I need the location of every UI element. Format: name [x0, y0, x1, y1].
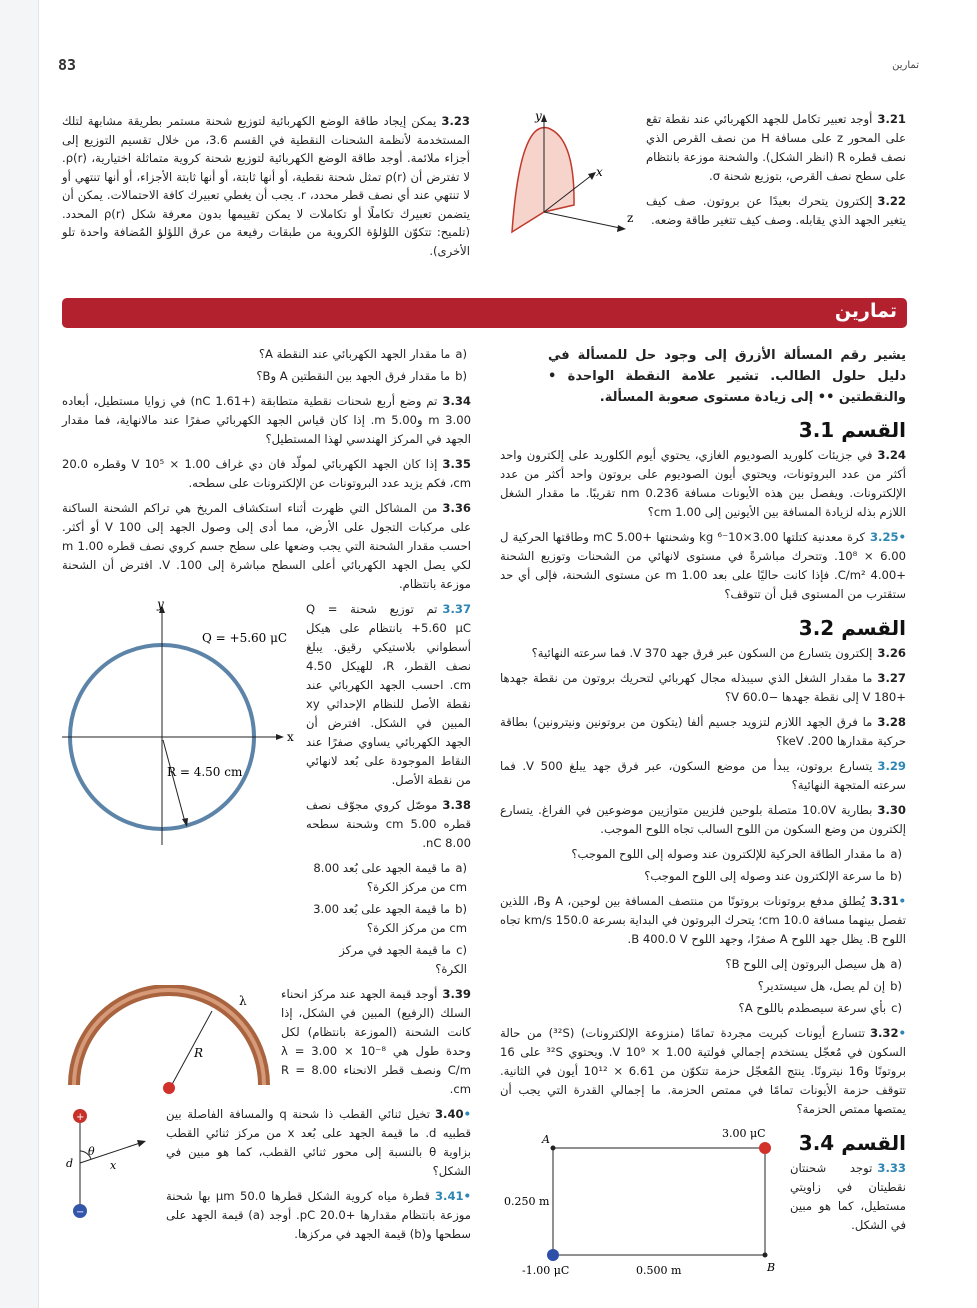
height-label: 0.250 m [504, 1195, 550, 1208]
problem-3-28 [500, 713, 906, 751]
problem-number: 3.21 [877, 112, 906, 126]
radius-line [163, 740, 185, 822]
dipole-text [162, 1105, 471, 1250]
ring-figure [62, 600, 302, 850]
problem-text: يمكن إيجاد طاقة الوضع الكهربائية لتوزيع شحنة مستمر بطريقة مشابهة لتلك المستخدمة لأنظمة الشحنات النقطية في القسم 3.6، من خلال تقسيم التوزيع إلى أجزاء ملائمة. أوجد طاقة الوضع الكهربائية لتوزيع شحنة كروية متماثلة اختيارية، ρ(r). لا تفترض أن ρ(r) تمثل شحنة نقطية، أو أنها ثابتة، أو أنها ثابتة الأجزاء، أو أنها تنتهي أو لا تنتهي عند أي نصف قطر محدد، r. يجب أن يغطي تعبيرك كافة الاحتمالات. يمكن أن يتضمن تعبيرك تكاملًا أو تكاملات لا يمكن تقييمها بدون معرفة شكل ρ(r) المحدد. (تلميح: تتكوّن اللؤلؤة الكروية من طبقات رفيعة من عرق اللؤلؤ المُضافة واحدة تلو الأخرى). [62, 114, 470, 258]
problem-number: 3.30 [877, 803, 906, 817]
problem-text: في جزيئات كلوريد الصوديوم الغازي، يحتوي أيوم الكلوريد على إلكترون واحد أكثر من عدد البروتونات، ويحتوي أيون الصوديوم على بروتون واحد أكثر من عدد الإلكترونات. ويفصل بين هذه الأيونات مسافة 0.236 nm تقريبًا. ما مقدار الشغل اللازم بذله لزيادة المسافة بين الأيونين إلى 1.00 cm؟ [500, 448, 907, 519]
point-a [551, 1146, 556, 1151]
subpart-c [306, 941, 471, 979]
problem-text: تتسارع أيونات كبريت مجردة تمامًا (منزوعة الإلكترونات) (³²S) من حالة السكون في مُعجّل يستخدم إجمالي فولتية 1.00 × 10⁹ V. ويحتوي ³²S على 16 بروتونًا و16 نيترونًا. ينتج المُعجّل حزمة تتكوّن من 6.61 × 10¹² أيون في الثانية. تتوقف حزمة الأيونات تمامًا في ممتص الحزمة. ما إجمالي القدرة التي يجب أن يمتصها ممتص الحزمة؟ [500, 1026, 906, 1116]
charge-bottom-label: -1.00 μC [522, 1264, 570, 1277]
dipole-row [62, 1105, 471, 1250]
problem-3-29 [500, 757, 906, 795]
subpart-b [306, 900, 471, 938]
difficulty-dot: • [898, 894, 906, 908]
plus-sign: + [76, 1112, 85, 1123]
problem-number: 3.41 [434, 1189, 464, 1203]
problem-3-41 [166, 1187, 471, 1244]
problem-number: 3.29 [877, 759, 906, 773]
subpart-label: b) [890, 869, 902, 883]
subpart-text: ما قيمة الجهد في مركز الكرة؟ [339, 943, 467, 976]
dipole-figure [62, 1105, 162, 1220]
problem-number: 3.27 [877, 671, 906, 685]
subpart-text: إن لم يصل، هل سيستدير؟ [757, 979, 886, 993]
problem-3-31 [500, 892, 906, 949]
z-label: z [627, 211, 634, 225]
page-number: 83 [58, 56, 77, 74]
problem-number: 3.28 [877, 715, 906, 729]
problem-text: أوجد تعبير تكامل للجهد الكهربائي عند نقطة تقع على المحور z على مسافة H من نصف القرص الذي نصف قطره R (انظر الشكل). والشحنة موزعة بانتظام على سطح نصف القرص، بتوزيع شحنة σ. [646, 112, 906, 183]
problem-3-36 [62, 499, 471, 594]
subpart-text: ما سرعة الإلكترون عند وصوله إلى اللوح الموجب؟ [644, 869, 886, 883]
label-b: B [767, 1261, 776, 1274]
subpart-b [62, 367, 471, 386]
problem-text: تخيل ثنائي القطب ذا شحنة q والمسافة الفاصلة بين قطبيه d. ما قيمة الجهد على بُعد x من مركز ثنائي القطب بزاوية θ بالنسبة إلى محور ثنائي القطب، كما هو مبين في الشكل؟ [166, 1107, 472, 1178]
z-axis [544, 212, 620, 228]
problem-3-35 [62, 455, 471, 493]
subpart-a [500, 955, 906, 974]
problem-text: إلكترون يتحرك بعيدًا عن بروتون. صف كيف يتغير الجهد الذي يقابله. وصف كيف تتغير طاقة وضعه. [646, 194, 906, 227]
subpart-label: a) [455, 861, 467, 875]
problem-number: 3.25 [869, 530, 899, 544]
negative-charge [547, 1249, 559, 1261]
radius-line [169, 1011, 212, 1090]
subpart-label: b) [455, 369, 467, 383]
charge-top-label: 3.00 μC [722, 1127, 766, 1140]
subpart-c [500, 999, 906, 1018]
subpart-a [500, 845, 906, 864]
problem-3-33 [790, 1159, 906, 1235]
problem-number: 3.35 [442, 457, 471, 471]
left-column [62, 345, 471, 1250]
positive-charge [759, 1142, 771, 1154]
problem-number: 3.40 [434, 1107, 464, 1121]
subpart-label: c) [891, 1001, 902, 1015]
running-title: تمارين [892, 60, 919, 71]
x-arrow [137, 1140, 146, 1147]
subpart-text: ما مقدار الطاقة الحركية للإلكترون عند وصوله إلى اللوح الموجب؟ [571, 847, 886, 861]
problem-text: كرة معدنية كتلتها 3.00×10⁻⁶ kg وشحنتها +5.00 mC وطاقتها الحركية ل 6.00 × 10⁸. وتتحرك مباشرةً في مستوى لانهائي من الشحنات وتوزيع الشحنة +4.00 C/m². فإذا كانت حاليًا على بعد 1.00 m عن مستوى الشحنة، فإلى أي حد ستقترب من المستوى قبل أن تتوقف؟ [500, 530, 907, 601]
subpart-text: هل سيصل البروتون إلى اللوح B؟ [725, 957, 886, 971]
section-heading: القسم 3.1 [798, 418, 906, 442]
subpart-a [306, 859, 471, 897]
problem-text: موصّل كروي مجوّف نصف قطره 5.00 cm وشحنة سطحه 8.00 nC. [306, 798, 471, 850]
subpart-text: ما مقدار فرق الجهد بين النقطتين A وB؟ [256, 369, 451, 383]
y-label: y [157, 600, 164, 611]
subpart-label: b) [455, 902, 467, 916]
minus-sign: − [76, 1207, 85, 1218]
problem-text: يتسارع بروتون، يبدأ من موضع السكون، عبر فرق جهد يبلغ 500 V. فما سرعته المتجهة النهائية؟ [500, 759, 906, 792]
banner-title: تمارين [834, 300, 897, 322]
y-label: y [535, 110, 542, 123]
problem-number: 3.24 [877, 448, 906, 462]
intro-note: يشير رقم المسألة الأزرق إلى وجود حل للمسألة في دليل حلول الطالب. تشير علامة النقطة الواحدة • والنقطتين •• إلى زيادة مستوى صعوبة المسألة. [548, 348, 906, 405]
x-arrow [588, 172, 596, 180]
difficulty-dot: • [898, 1026, 906, 1040]
problem-number: 3.38 [442, 798, 471, 812]
subpart-text: ما مقدار الجهد الكهربائي عند النقطة A؟ [258, 347, 451, 361]
radius-label: R = 4.50 cm [167, 765, 243, 779]
subpart-text: بأي سرعة سيصطدم باللوح A؟ [738, 1001, 887, 1015]
subpart-b [500, 977, 906, 996]
problem-3-30 [500, 801, 906, 839]
label-a: A [542, 1133, 550, 1146]
problem-3-25 [500, 528, 906, 604]
lambda-label: λ [239, 994, 247, 1008]
problem-number: 3.31 [869, 894, 899, 908]
problem-number: 3.37 [442, 602, 472, 616]
rectangle [553, 1148, 765, 1255]
x-arrow [276, 734, 284, 740]
x-label: x [287, 730, 294, 744]
section-heading: القسم 3.2 [798, 616, 906, 640]
section-3-4-text [782, 1125, 906, 1241]
problem-number: 3.36 [442, 501, 471, 515]
problem-text: يُطلق مدفع بروتونات بروتونًا من منتصف المسافة بين لوحين، A وB، اللذين تفصل بينهما مسافة 10.0 cm؛ يتحرك البروتون في البداية بسرعة 150.0 km/s تجاه اللوح B. يظل جهد اللوح A صفرًا، وجهد اللوح B 400.0 V. [500, 894, 907, 946]
subpart-b [500, 867, 906, 886]
page-gutter [0, 0, 39, 1308]
problem-3-22 [646, 192, 906, 230]
difficulty-dot: • [463, 1189, 472, 1203]
problem-number: 3.26 [877, 646, 906, 660]
section-heading: القسم 3.4 [798, 1131, 906, 1155]
difficulty-dot: • [898, 530, 907, 544]
top-right-text [638, 110, 906, 236]
problem-text: قطرة مياه كروية الشكل قطرها 50.0 μm بها شحنة موزعة بانتظام مقدارها +20.0 pC. أوجد (a) قيمة الجهد على سطحها و(b) قيمة الجهد في مركزها. [166, 1189, 471, 1241]
problem-text: من المشاكل التي ظهرت أثناء استكشاف المريخ هي تراكم الشحنة الساكنة على مركبات التجول على الأرض، مما أدى إلى وصول الجهد إلى 100 V أو أكثر. احسب مقدار الشحنة التي يجب وضعها على سطح جسم كروي نصف قطره 1.00 m لكي يصل الجهد الكهربائي أعلى السطح مباشرة إلى 100. V. افترض أن الشحنة موزعة بانتظام. [62, 501, 472, 591]
problem-3-27 [500, 669, 906, 707]
problem-3-26 [500, 644, 906, 663]
center-point [163, 1082, 175, 1094]
difficulty-dot: • [463, 1107, 471, 1121]
arc-row [62, 985, 471, 1105]
problem-3-39 [281, 985, 471, 1099]
arc-text [277, 985, 471, 1105]
problem-text: ما فرق الجهد اللازم لتزويد جسيم ألفا (يتكون من بروتونين ونيترونين) بطاقة حركية مقدارها 200. keV؟ [500, 715, 906, 748]
y-arrow [541, 114, 547, 122]
subpart-label: a) [890, 957, 902, 971]
section-3-4-row [500, 1125, 906, 1280]
problem-number: 3.34 [442, 394, 471, 408]
rectangle-charges-figure [500, 1125, 782, 1280]
wire-highlight [74, 990, 264, 1085]
width-label: 0.500 m [636, 1264, 682, 1277]
problem-text: إذا كان الجهد الكهربائي لمولّد فان دي غراف 1.00 × 10⁵ V وقطره 20.0 cm، فكم يزيد عدد البروتونات عن الإلكترونات على سطحه. [62, 457, 471, 490]
subpart-a [62, 345, 471, 364]
problem-3-21 [646, 110, 906, 186]
subpart-text: ما قيمة الجهد على بُعد 3.00 cm من مركز الكرة؟ [313, 902, 467, 935]
problem-text: تم توزيع شحنة Q = +5.60 μC بانتظام على هيكل أسطواني بلاستيكي رقيق. يبلغ نصف القطر، R، للهيكل 4.50 cm. احسب الجهد الكهربائي عند نقطة الأصل للنظام الإحداثي xy المبين في الشكل. افترض أن الجهد الكهربائي يساوي صفرًا عند النقاط الموجودة على بُعد لانهائي من نقطة الأصل. [306, 602, 472, 787]
arc-wire-figure [62, 985, 277, 1100]
charge-label: Q = +5.60 μC [202, 631, 288, 645]
subpart-label: b) [890, 979, 902, 993]
top-left-column [62, 112, 470, 266]
problem-3-37 [306, 600, 471, 790]
half-disk-figure [500, 110, 638, 240]
problem-text: توجد شحنتان نقطيتان في زاويتي مستطيل، كما هو مبين في الشكل. [790, 1161, 906, 1232]
problem-number: 3.23 [441, 114, 470, 128]
problem-text: تم وضع أربع شحنات نقطية متطابقة (+1.61 nC) في زوايا مستطيل، أبعاده 3.00 m و5.00 m. إذا كان قياس الجهد الكهربائي صفرًا عند مالانهاية، فما مقدار الجهد في المركز الهندسي لهذا المستطيل؟ [62, 394, 471, 446]
subpart-label: c) [456, 943, 467, 957]
top-right-row [500, 110, 906, 240]
z-arrow [617, 225, 626, 232]
problem-number: 3.33 [877, 1161, 906, 1175]
problem-number: 3.39 [442, 987, 471, 1001]
x-label: x [110, 1159, 117, 1172]
problem-3-40 [166, 1105, 471, 1181]
theta-label: θ [88, 1145, 95, 1158]
point-b [763, 1253, 768, 1258]
radius-label: R [194, 1046, 204, 1060]
subpart-label: a) [890, 847, 902, 861]
exercises-banner [62, 298, 907, 328]
x-label: x [596, 165, 603, 179]
d-label: d [66, 1157, 74, 1170]
problem-3-38 [306, 796, 471, 853]
problem-number: 3.32 [869, 1026, 899, 1040]
problem-text: أوجد قيمة الجهد عند مركز انحناء السلك (الرفيع) المبين في الشكل، إذا كانت الشحنة (الموزعة بانتظام) لكل وحدة طول هي λ = 3.00 × 10⁻⁸ C/m ونصف قطر الانحناء R = 8.00 cm. [281, 987, 471, 1096]
curved-wire [74, 990, 264, 1085]
ring-row [62, 600, 471, 985]
problem-number: 3.22 [877, 194, 906, 208]
problem-text: ما مقدار الشغل الذي سيبذله مجال كهربائي لتحريك بروتون من نقطة جهدها +180 V إلى نقطة جهدها −60.0 V؟ [500, 671, 906, 704]
problem-text: بطارية 10.0V متصلة بلوحين فلزيين متوازيين موضوعين في الفراغ. يتسارع إلكترون من وضع السكون من اللوح السالب تجاه اللوح الموجب. [500, 803, 906, 836]
subpart-label: a) [455, 347, 467, 361]
problem-text: إلكترون يتسارع من السكون عبر فرق جهد 370 V. فما سرعته النهائية؟ [531, 646, 873, 660]
problem-3-24 [500, 446, 906, 522]
problem-3-32 [500, 1024, 906, 1119]
problem-3-34 [62, 392, 471, 449]
ring-text [302, 600, 471, 985]
problem-3-23 [62, 112, 470, 260]
right-column [500, 345, 906, 1280]
subpart-text: ما قيمة الجهد على بُعد 8.00 cm من مركز الكرة؟ [313, 861, 467, 894]
